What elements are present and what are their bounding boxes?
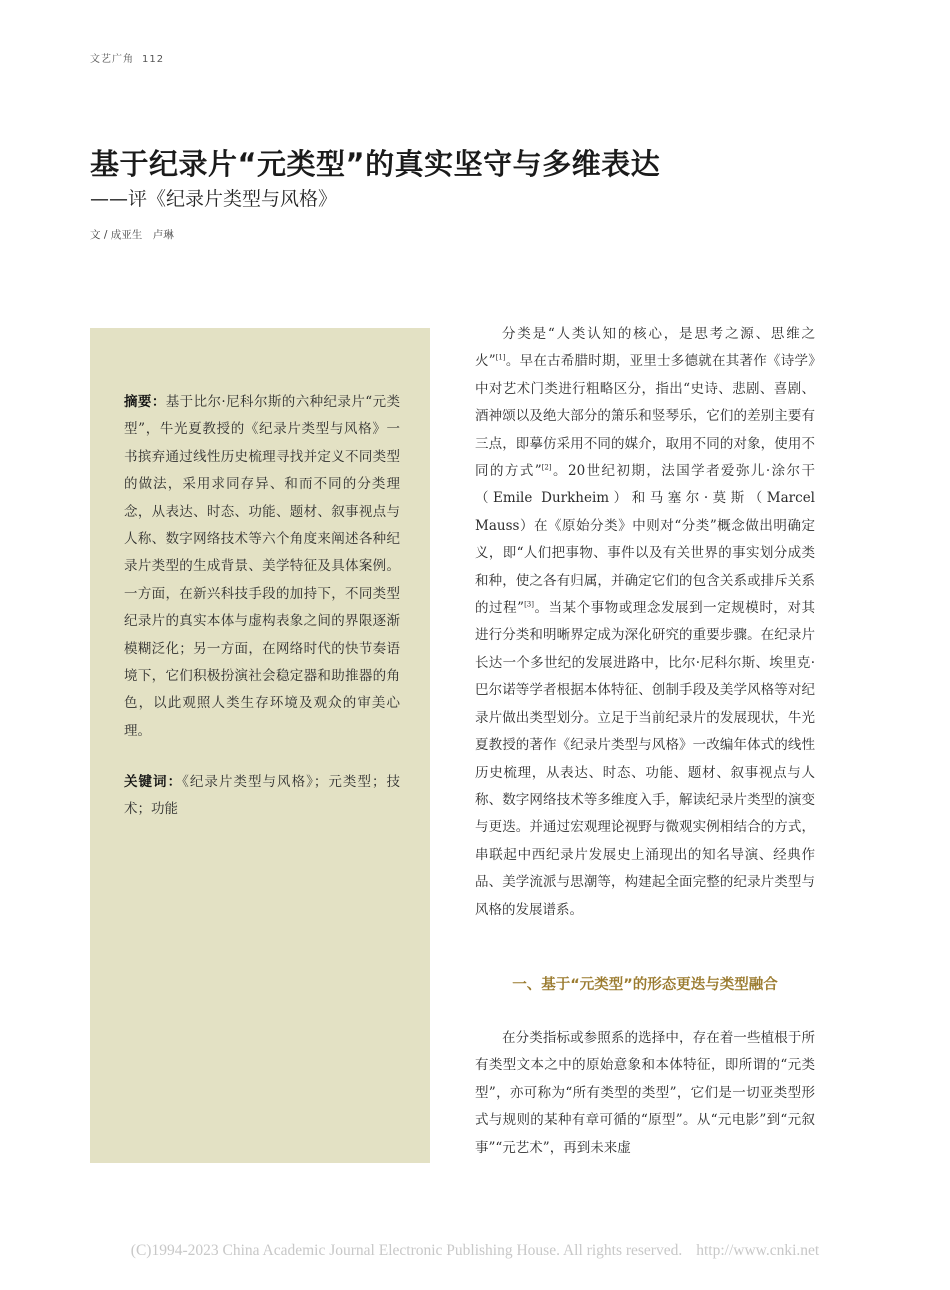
citation-3: [3] xyxy=(524,600,534,609)
footer xyxy=(0,1242,950,1260)
running-header xyxy=(90,50,172,65)
section-heading: 一、基于“元类型”的形态更迭与类型融合 xyxy=(512,977,778,993)
copyright-notice: (C)1994-2023 China Academic Journal Electronic Publishing House. All rights reserved. xyxy=(130,1242,683,1259)
citation-2: [2] xyxy=(541,463,552,472)
keywords xyxy=(124,769,400,824)
p1-text-a: 分类是“人类认知的核心，是思考之源、思维之火” xyxy=(475,326,815,370)
body-paragraph-1 xyxy=(475,321,815,924)
author-line: 文 / 成亚生 卢琳 xyxy=(90,229,174,241)
page-number: 112 xyxy=(142,54,165,65)
keywords-label: 关键词： xyxy=(124,774,183,790)
journal-name: 文艺广角 xyxy=(90,54,134,65)
body-paragraph-2 xyxy=(475,1025,815,1162)
abstract-label: 摘要： xyxy=(124,394,166,410)
footer-link[interactable]: http://www.cnki.net xyxy=(696,1242,820,1259)
article-subtitle: ——评《纪录片类型与风格》 xyxy=(90,188,338,210)
p2-text: 在分类指标或参照系的选择中，存在着一些植根于所有类型文本之中的原始意象和本体特征，即所谓的“元类型”，亦可称为“所有类型的类型”，它们是一切亚类型形式与规则的某种有章可循的“原型”。从“元电影”到“元叙事”“元艺术”，再到未来虚 xyxy=(475,1030,815,1156)
abstract xyxy=(124,389,400,745)
p1-text-c: 。20世纪初期，法国学者爱弥儿·涂尔干（Emile Durkheim）和马塞尔·莫斯（Marcel Mauss）在《原始分类》中则对“分类”概念做出明确定义，即“人们把事物、事件以及有关世界的事实划分成类和种，使之各有归属，并确定它们的包含关系或排斥关系的过程” xyxy=(475,463,815,617)
abstract-text: 基于比尔·尼科尔斯的六种纪录片“元类型”，牛光夏教授的《纪录片类型与风格》一书摈弃通过线性历史梳理寻找并定义不同类型的做法，采用求同存异、和而不同的分类理念，从表达、时态、功能、题材、叙事视点与人称、数字网络技术等六个角度来阐述各种纪录片类型的生成背景、美学特征及具体案例。一方面，在新兴科技手段的加持下，不同类型纪录片的真实本体与虚构表象之间的界限逐渐模糊泛化；另一方面，在网络时代的快节奏语境下，它们积极扮演社会稳定器和助推器的角色，以此观照人类生存环境及观众的审美心理。 xyxy=(124,394,400,739)
keywords-text: 《纪录片类型与风格》；元类型；技术；功能 xyxy=(124,774,401,818)
citation-1: [1] xyxy=(495,353,506,362)
p1-text-b: 。早在古希腊时期，亚里士多德就在其著作《诗学》中对艺术门类进行粗略区分，指出“史诗、悲剧、喜剧、酒神颂以及绝大部分的箫乐和竖琴乐，它们的差别主要有三点，即摹仿采用不同的媒介，取用不同的对象，使用不同的方式” xyxy=(475,353,816,480)
article-title: 基于纪录片“元类型”的真实坚守与多维表达 xyxy=(90,147,661,181)
p1-text-d: 。当某个事物或理念发展到一定规模时，对其进行分类和明晰界定成为深化研究的重要步骤。在纪录片长达一个多世纪的发展进路中，比尔·尼科尔斯、埃里克·巴尔诺等学者根据本体特征、创制手段及美学风格等对纪录片做出类型划分。立足于当前纪录片的发展现状，牛光夏教授的著作《纪录片类型与风格》一改编年体式的线性历史梳理，从表达、时态、功能、题材、叙事视点与人称、数字网络技术等多维度入手，解读纪录片类型的演变与更迭。并通过宏观理论视野与微观实例相结合的方式，串联起中西纪录片发展史上涌现出的知名导演、经典作品、美学流派与思潮等，构建起全面完整的纪录片类型与风格的发展谱系。 xyxy=(475,600,816,918)
